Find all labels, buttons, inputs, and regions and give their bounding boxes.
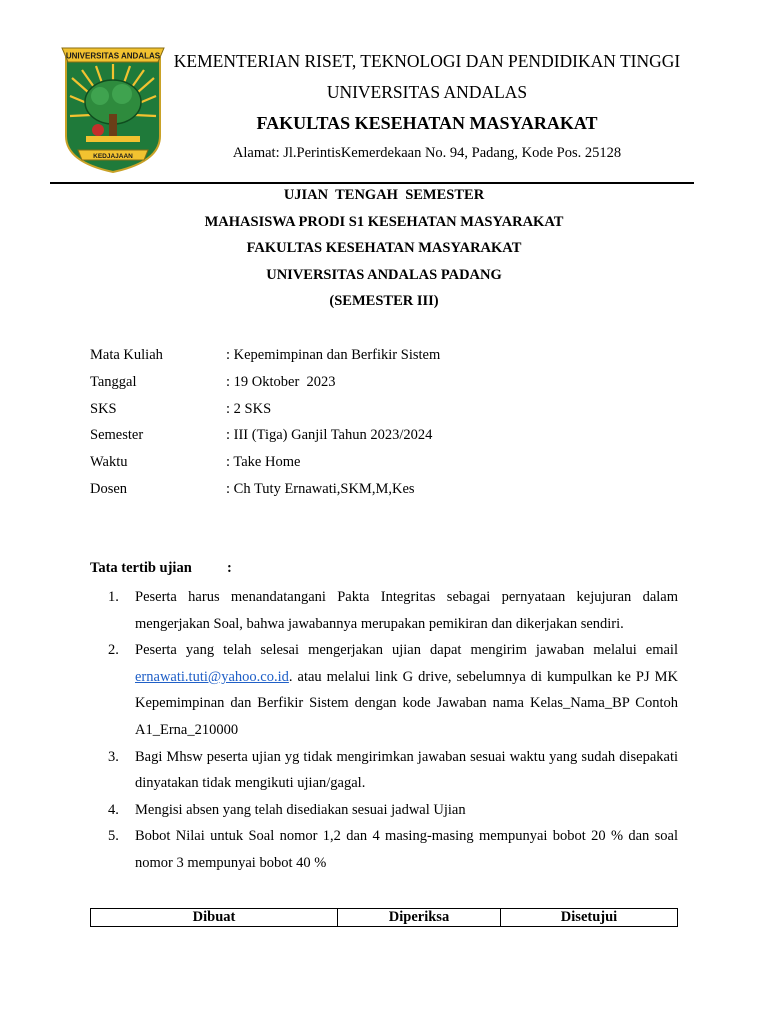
rule-text-before-email: Peserta yang telah selesai mengerjakan ujian dapat mengirim jawaban melalui email [135, 642, 678, 659]
list-item-text: Mengisi absen yang telah disediakan sesuai jadwal Ujian [135, 801, 466, 818]
exam-title-line-4: UNIVERSITAS ANDALAS PADANG [266, 266, 502, 283]
info-label: Dosen [90, 480, 128, 497]
rules-list [108, 584, 678, 877]
list-item-number: 3. [108, 748, 119, 765]
course-info [90, 343, 440, 504]
signature-table [90, 908, 678, 927]
info-value: : Kepemimpinan dan Berfikir Sistem [226, 347, 441, 363]
email-link[interactable]: ernawati.tuti@yahoo.co.id [135, 668, 289, 685]
list-item-text: Bagi Mhsw peserta ujian yg tidak mengirimkan jawaban sesuai waktu yang sudah disepakati dinyatakan tidak mengikuti ujian/gagal. [135, 748, 678, 792]
list-item-number: 5. [108, 828, 119, 845]
info-row-lecturer [90, 477, 440, 504]
logo-motto-text: KEDJAJAAN [93, 153, 133, 160]
info-label: Mata Kuliah [90, 347, 163, 363]
list-item [108, 744, 678, 797]
info-row-time [90, 450, 440, 477]
info-value: : III (Tiga) Ganjil Tahun 2023/2024 [226, 427, 433, 444]
list-item-text: Bobot Nilai untuk Soal nomor 1,2 dan 4 masing-masing mempunyai bobot 20 % dan soal nomor 3 mempunyai bobot 40 % [135, 828, 678, 871]
list-item [108, 584, 678, 637]
info-row-semester [90, 423, 440, 450]
info-row-date [90, 370, 440, 397]
header-address: Alamat: Jl.PerintisKemerdekaan No. 94, Padang, Kode Pos. 25128 [232, 145, 622, 161]
rules-heading [90, 560, 232, 577]
university-logo [60, 44, 166, 174]
exam-title-line-2: MAHASISWA PRODI S1 KESEHATAN MASYARAKAT [204, 213, 564, 230]
info-row-sks [90, 397, 440, 424]
info-label: Tanggal [90, 373, 137, 390]
header-faculty: FAKULTAS KESEHATAN MASYARAKAT [256, 113, 598, 133]
table-header-approved: Disetujui [501, 909, 678, 927]
list-item-number: 1. [108, 589, 119, 605]
info-value: : Take Home [226, 454, 301, 471]
table-header-checked: Diperiksa [338, 909, 501, 927]
logo-ribbon-text: UNIVERSITAS ANDALAS [65, 51, 161, 61]
exam-title-line-5: (SEMESTER III) [329, 293, 439, 309]
exam-title-line-3: FAKULTAS KESEHATAN MASYARAKAT [246, 240, 522, 256]
list-item [108, 823, 678, 876]
info-value: : 2 SKS [226, 400, 272, 417]
header-ministry: KEMENTERIAN RISET, TEKNOLOGI DAN PENDIDIKAN TINGGI [173, 51, 681, 71]
table-row [91, 909, 678, 927]
list-item-number: 2. [108, 642, 119, 659]
list-item [108, 637, 678, 743]
list-item [108, 797, 678, 824]
rules-heading-colon: : [227, 560, 232, 576]
header-university: UNIVERSITAS ANDALAS [326, 82, 528, 102]
info-label: SKS [90, 400, 117, 417]
exam-title-line-1: UJIAN TENGAH SEMESTER [283, 187, 485, 203]
info-label: Semester [90, 427, 144, 444]
info-label: Waktu [90, 454, 128, 471]
list-item-text: Peserta harus menandatangani Pakta Integritas sebagai pernyataan kejujuran dalam mengerjakan Soal, bahwa jawabannya merupakan pemikiran dan dikerjakan sendiri. [135, 589, 678, 632]
exam-title [90, 184, 678, 317]
table-header-made: Dibuat [91, 909, 338, 927]
list-item-text [135, 637, 678, 743]
info-value: : Ch Tuty Ernawati,SKM,M,Kes [226, 480, 415, 497]
rule-text-after-email: . atau melalui link G drive, sebelumnya di kumpulkan ke PJ MK Kepemimpinan dan Berfikir Sistem dengan kode Jawaban nama Kelas_Nama_BP Contoh A1_Erna_210000 [135, 668, 678, 738]
list-item-number: 4. [108, 801, 119, 818]
info-row-course [90, 343, 440, 370]
rules-heading-text: Tata tertib ujian [90, 560, 192, 576]
info-value: : 19 Oktober 2023 [226, 373, 336, 390]
